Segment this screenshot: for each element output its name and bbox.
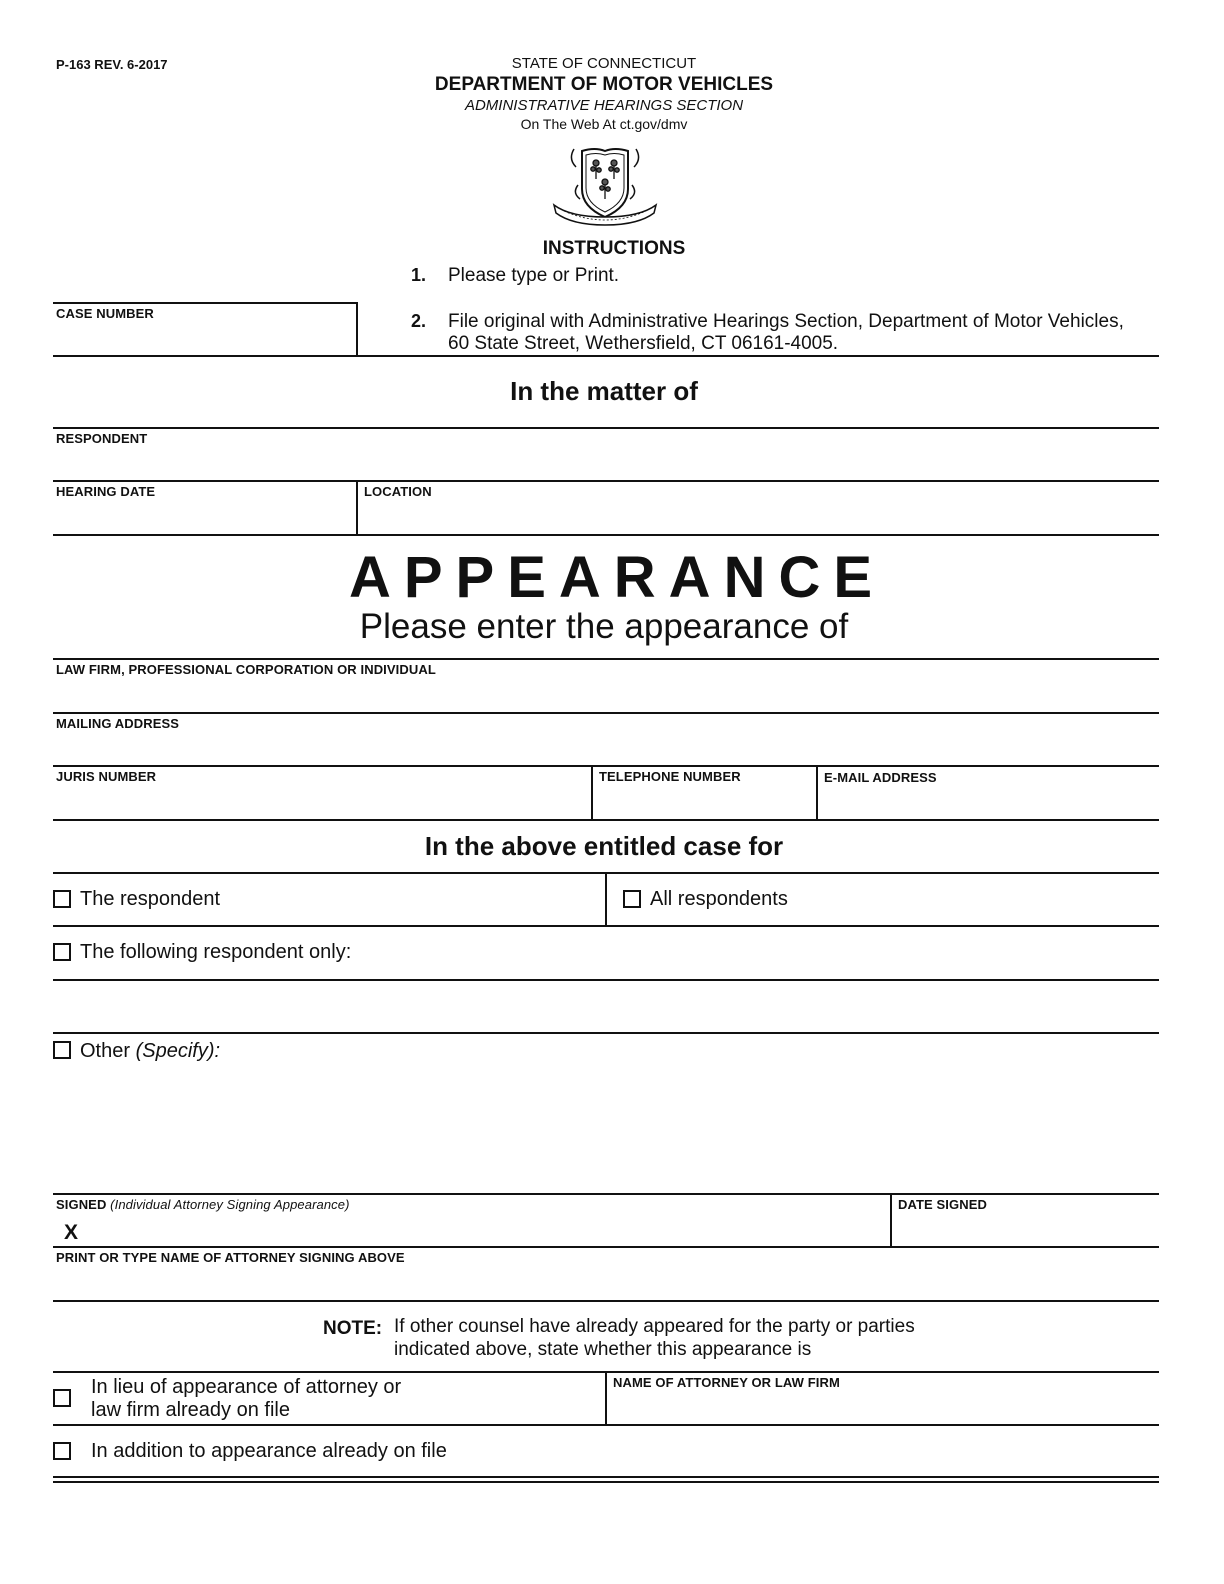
rule-1194: [53, 1193, 1159, 1195]
respondent-label: RESPONDENT: [56, 431, 148, 446]
the-respondent-label: The respondent: [80, 888, 221, 910]
in-lieu-line-2: law firm already on file: [91, 1399, 290, 1421]
case-number-right-rule: [356, 302, 358, 356]
respondent-input[interactable]: [58, 450, 1148, 476]
matter-heading: In the matter of: [510, 376, 698, 406]
respondent-options-divider: [605, 872, 607, 926]
date-signed-input[interactable]: [900, 1216, 1150, 1242]
instruction-2-text: [448, 311, 1124, 355]
all-respondents-label: All respondents: [650, 888, 788, 910]
other-checkbox[interactable]: [53, 1041, 71, 1059]
rule-659: [53, 658, 1159, 660]
location-input[interactable]: [366, 503, 1146, 529]
location-label: LOCATION: [364, 484, 432, 499]
rule-356: [53, 355, 1159, 357]
instruction-2-line-1: File original with Administrative Hearings Section, Department of Motor Vehicles,: [448, 311, 1124, 332]
header-block: [404, 55, 804, 133]
following-respondent-checkbox[interactable]: [53, 943, 71, 961]
other-label: [80, 1040, 220, 1063]
other-specify-text: (Specify):: [135, 1040, 221, 1062]
note-line-2: indicated above, state whether this appearance is: [394, 1339, 812, 1360]
hearing-location-divider: [356, 480, 358, 534]
telephone-email-divider: [816, 765, 818, 819]
note-label: NOTE:: [323, 1318, 383, 1339]
section-title: ADMINISTRATIVE HEARINGS SECTION: [464, 97, 744, 114]
email-label: E-MAIL ADDRESS: [824, 770, 937, 785]
mailing-address-input[interactable]: [58, 735, 1148, 761]
in-lieu-line-1: In lieu of appearance of attorney or: [91, 1376, 402, 1398]
following-respondent-input[interactable]: [370, 942, 1148, 968]
print-name-label: PRINT OR TYPE NAME OF ATTORNEY SIGNING ABOVE: [56, 1250, 405, 1265]
case-number-input[interactable]: [58, 326, 348, 350]
mailing-address-label: MAILING ADDRESS: [56, 716, 180, 731]
hearing-date-label: HEARING DATE: [56, 484, 156, 499]
web-address: On The Web At ct.gov/dmv: [520, 116, 688, 132]
case-number-label: CASE NUMBER: [56, 306, 154, 321]
name-of-attorney-input[interactable]: [615, 1394, 1150, 1420]
juris-telephone-divider: [591, 765, 593, 819]
instruction-1-text: Please type or Print.: [448, 265, 620, 286]
note-text: [394, 1315, 915, 1361]
telephone-label: TELEPHONE NUMBER: [599, 769, 741, 784]
rule-1425: [53, 1424, 1159, 1426]
bottom-double-rule-2: [53, 1481, 1159, 1483]
signature-mark: X: [64, 1221, 79, 1244]
rule-1301: [53, 1300, 1159, 1302]
signed-note: (Individual Attorney Signing Appearance): [110, 1197, 350, 1212]
state-seal-icon: [550, 145, 660, 227]
appearance-subtitle: Please enter the appearance of: [359, 607, 849, 646]
in-lieu-divider: [605, 1371, 607, 1425]
rule-980: [53, 979, 1159, 981]
rule-481: [53, 480, 1159, 482]
following-respondent-continued-input[interactable]: [58, 996, 1148, 1024]
date-signed-label: DATE SIGNED: [898, 1197, 987, 1212]
in-addition-checkbox[interactable]: [53, 1442, 71, 1460]
juris-number-label: JURIS NUMBER: [56, 769, 157, 784]
note-line-1: If other counsel have already appeared for the party or parties: [394, 1316, 915, 1337]
in-lieu-label: [91, 1376, 401, 1422]
signed-label-text: SIGNED: [56, 1197, 107, 1212]
name-of-attorney-label: NAME OF ATTORNEY OR LAW FIRM: [613, 1375, 840, 1390]
rule-1248: [53, 1246, 1159, 1248]
form-id: P-163 REV. 6-2017: [56, 57, 168, 72]
email-input[interactable]: [826, 788, 1150, 814]
rule-820: [53, 819, 1159, 821]
in-lieu-checkbox[interactable]: [53, 1389, 71, 1407]
other-text: Other: [80, 1040, 131, 1062]
case-for-heading: In the above entitled case for: [424, 831, 784, 861]
signed-label: [56, 1197, 350, 1212]
rule-535: [53, 534, 1159, 536]
instruction-2-number: 2.: [411, 311, 427, 331]
instruction-1-number: 1.: [411, 265, 427, 285]
rule-1033: [53, 1032, 1159, 1034]
hearing-date-input[interactable]: [58, 503, 348, 529]
appearance-title: APPEARANCE: [348, 545, 886, 610]
all-respondents-checkbox[interactable]: [623, 890, 641, 908]
case-number-top-rule: [53, 302, 357, 304]
state-title: STATE OF CONNECTICUT: [511, 55, 697, 72]
following-respondent-label: The following respondent only:: [80, 941, 352, 963]
the-respondent-checkbox[interactable]: [53, 890, 71, 908]
print-name-input[interactable]: [58, 1269, 1148, 1295]
law-firm-label: LAW FIRM, PROFESSIONAL CORPORATION OR INDIVIDUAL: [56, 662, 436, 677]
instructions-title: INSTRUCTIONS: [542, 238, 686, 259]
juris-number-input[interactable]: [58, 788, 583, 814]
law-firm-input[interactable]: [58, 681, 1148, 707]
rule-428: [53, 427, 1159, 429]
signed-date-divider: [890, 1193, 892, 1247]
signature-input[interactable]: [88, 1219, 878, 1243]
bottom-double-rule-1: [53, 1476, 1159, 1478]
telephone-input[interactable]: [601, 788, 809, 814]
rule-926: [53, 925, 1159, 927]
rule-713: [53, 712, 1159, 714]
in-addition-label: In addition to appearance already on file: [91, 1440, 447, 1462]
department-title: DEPARTMENT OF MOTOR VEHICLES: [434, 74, 774, 95]
rule-766: [53, 765, 1159, 767]
instruction-2-line-2: 60 State Street, Wethersfield, CT 06161-4005.: [448, 333, 839, 354]
other-specify-input[interactable]: [230, 1040, 1148, 1180]
